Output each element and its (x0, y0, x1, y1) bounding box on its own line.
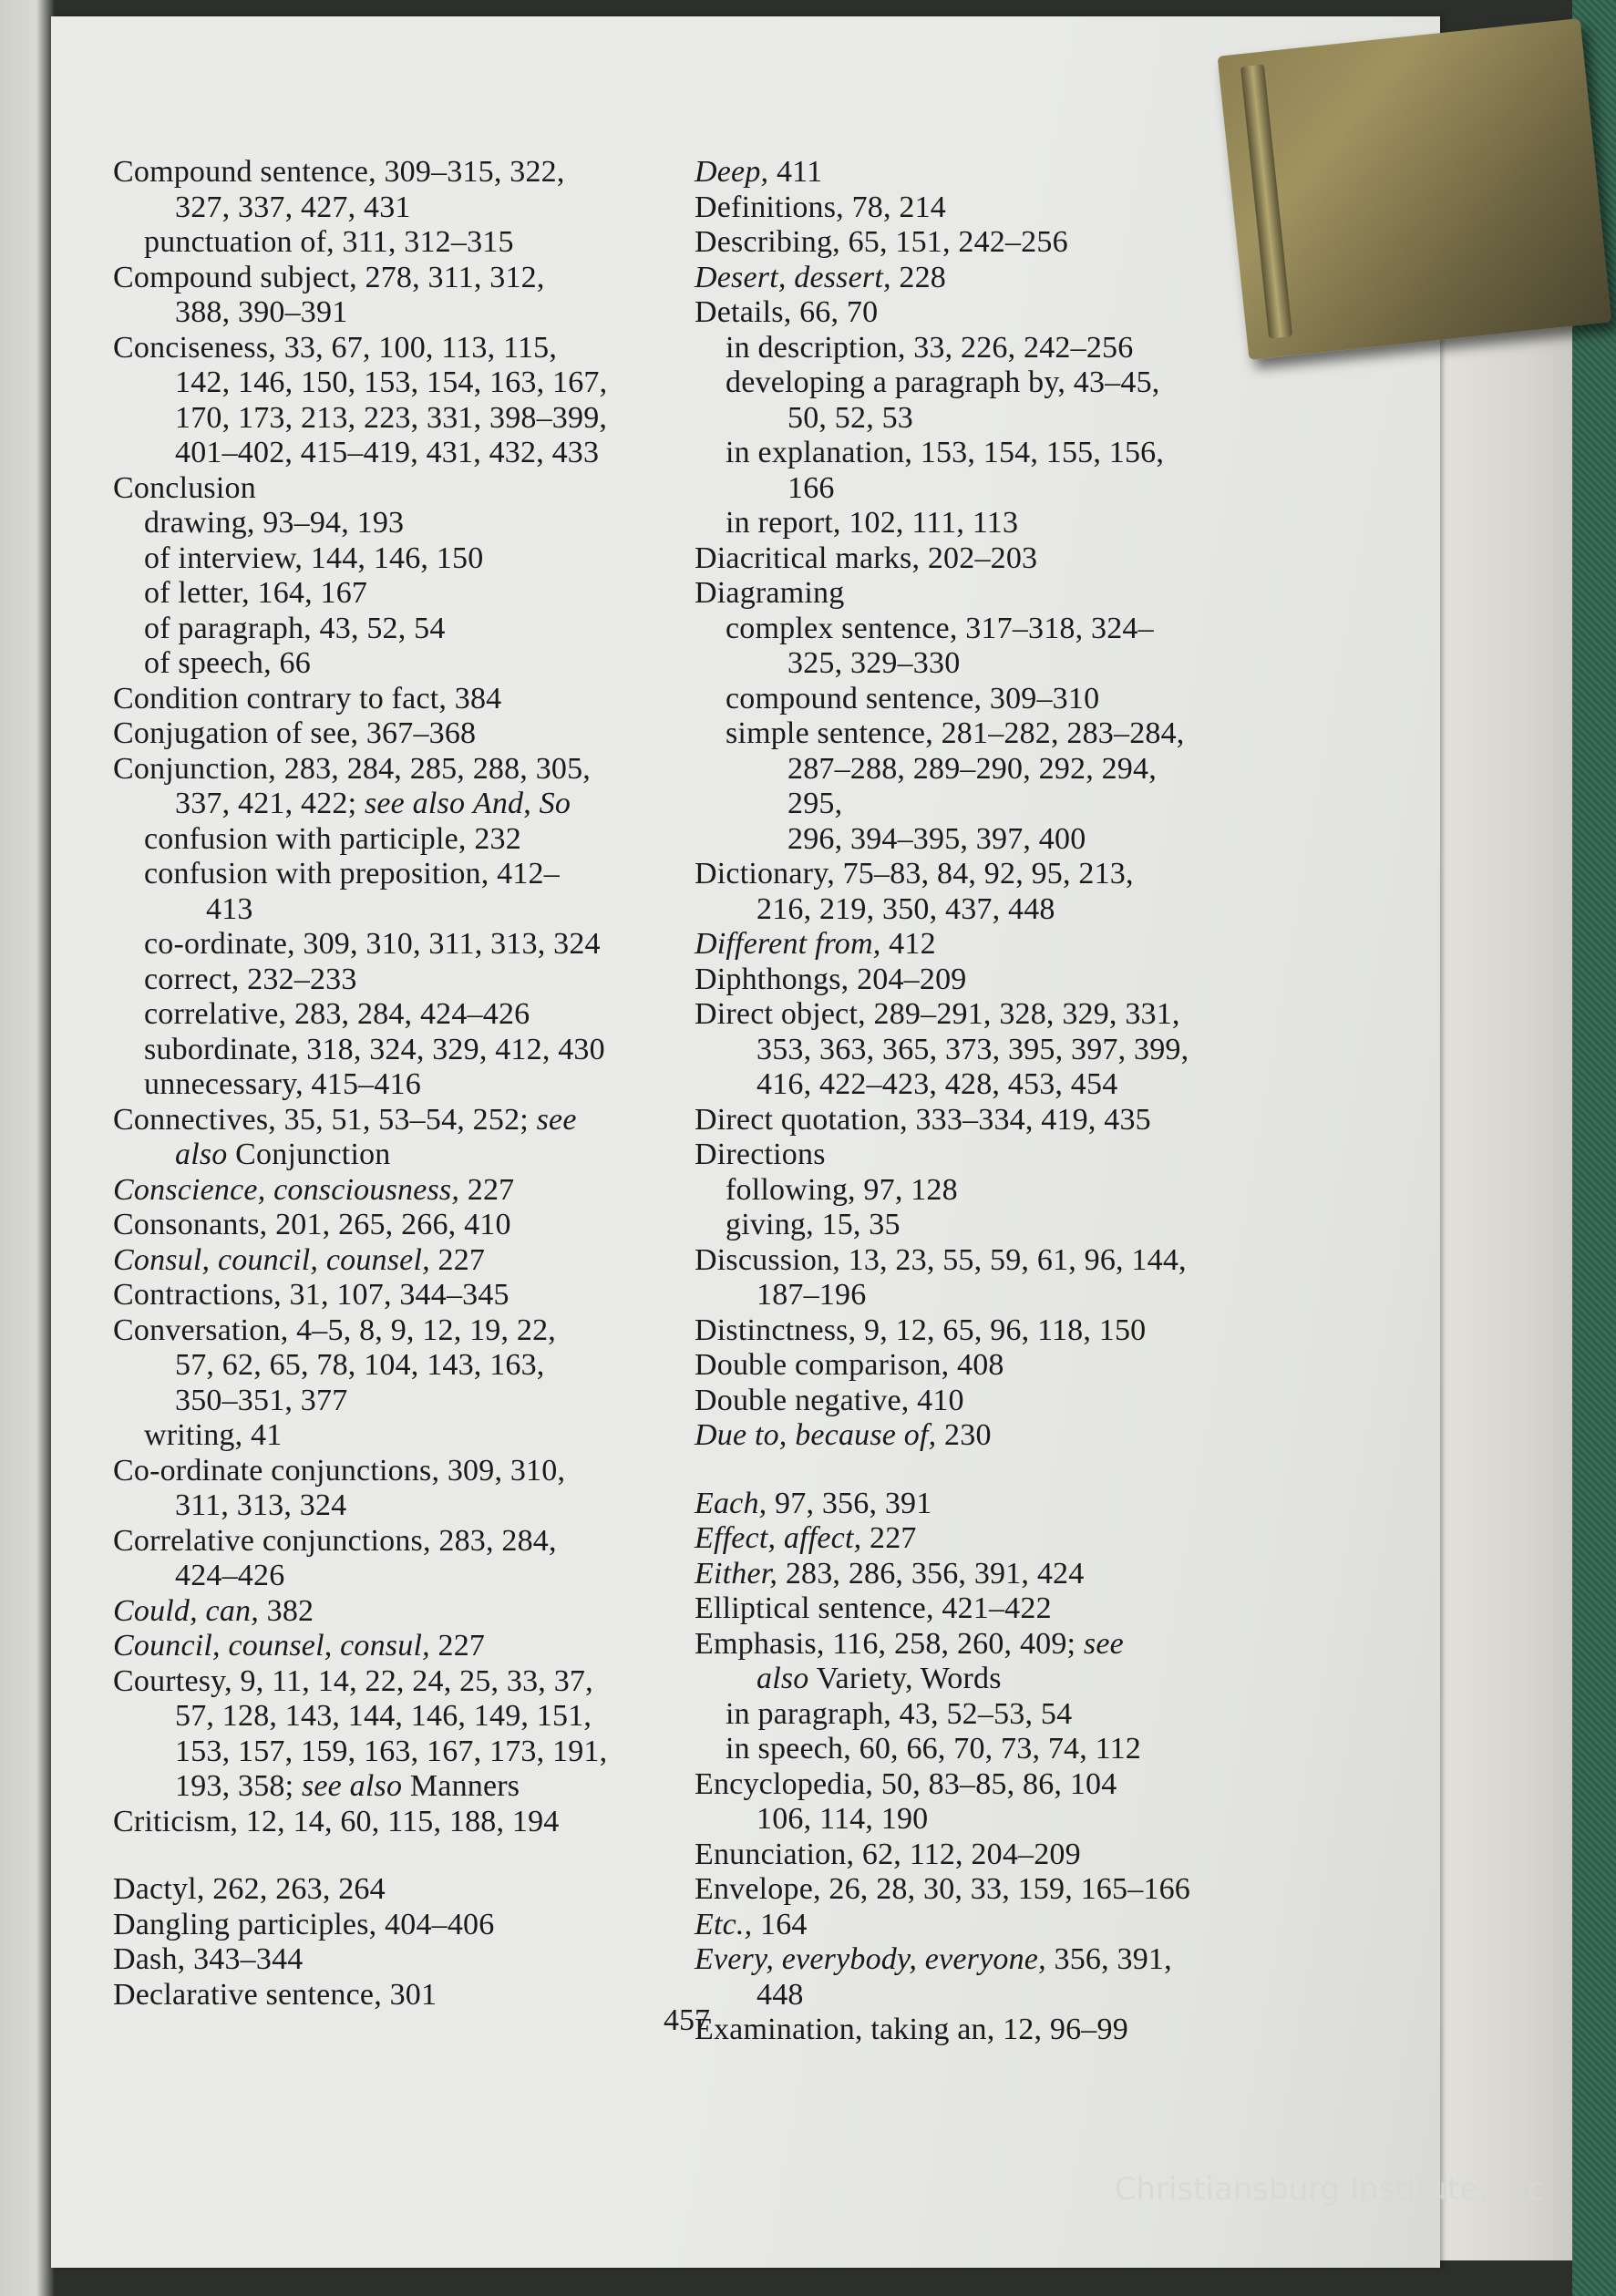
page-clip (1218, 18, 1612, 360)
entry-line: 401–402, 415–419, 431, 432, 433 (175, 436, 600, 469)
index-subentry (113, 927, 660, 963)
index-subentry (113, 1067, 660, 1103)
entry-line: 388, 390–391 (175, 295, 348, 329)
entry-line: Dash, 343–344 (113, 1942, 304, 1976)
entry-line: Due to, because of, 230 (695, 1418, 992, 1452)
entry-line: 448 (757, 1977, 804, 2012)
entry-line: unnecessary, 415–416 (144, 1067, 421, 1101)
index-subentry (695, 366, 1214, 436)
entry-line: Details, 66, 70 (695, 295, 879, 329)
watermark-text: Christiansburg Institute, Inc (1114, 2171, 1544, 2208)
index-column-left (113, 155, 660, 2013)
entry-line: confusion with participle, 232 (144, 821, 521, 856)
entry-line: confusion with preposition, 412– (144, 857, 560, 891)
entry-line: Correlative conjunctions, 283, 284, (113, 1523, 557, 1558)
entry-line: Condition contrary to fact, 384 (113, 681, 502, 716)
index-entry (113, 682, 660, 717)
entry-line: Co-ordinate conjunctions, 309, 310, (113, 1453, 566, 1488)
index-entry (695, 1243, 1214, 1313)
italic-term: see also (301, 1769, 403, 1803)
entry-line: co-ordinate, 309, 310, 311, 313, 324 (144, 927, 601, 961)
entry-line: Council, counsel, consul, 227 (113, 1629, 486, 1663)
index-entry (695, 1872, 1214, 1908)
italic-term: And (472, 787, 524, 820)
italic-term: Could, can, (113, 1593, 259, 1628)
index-entry (113, 1872, 660, 1908)
index-entry (113, 261, 660, 331)
italic-term: So (539, 787, 571, 820)
index-entry (695, 1313, 1214, 1349)
index-entry (695, 1838, 1214, 1873)
index-entry (113, 716, 660, 752)
entry-line: developing a paragraph by, 43–45, (726, 366, 1160, 399)
italic-term: also (757, 1662, 809, 1695)
index-entry (113, 155, 660, 225)
index-entry (695, 1487, 1214, 1522)
index-subentry (113, 541, 660, 577)
entry-line: following, 97, 128 (726, 1172, 958, 1207)
index-entry (113, 1805, 660, 1840)
index-entry (113, 1243, 660, 1279)
index-subentry (695, 1208, 1214, 1243)
entry-line: 325, 329–330 (787, 646, 961, 680)
entry-line: 106, 114, 190 (757, 1802, 929, 1836)
index-entry (695, 576, 1214, 612)
entry-line: 153, 157, 159, 163, 167, 173, 191, (175, 1734, 608, 1768)
entry-line: Contractions, 31, 107, 344–345 (113, 1278, 510, 1312)
italic-term: Conscience, consciousness, (113, 1172, 460, 1207)
entry-line: Directions (695, 1138, 826, 1171)
index-entry (113, 1942, 660, 1978)
entry-line: Deep, 411 (695, 155, 823, 189)
index-subentry (695, 331, 1214, 366)
entry-line: Each, 97, 356, 391 (695, 1486, 932, 1520)
italic-term: see (1083, 1626, 1124, 1661)
entry-line: of speech, 66 (144, 646, 311, 680)
entry-line: 142, 146, 150, 153, 154, 163, 167, (175, 366, 608, 399)
entry-line: Double negative, 410 (695, 1383, 964, 1417)
entry-line: Could, can, 382 (113, 1593, 314, 1628)
entry-line: Etc., 164 (695, 1907, 808, 1941)
italic-term: see also (364, 787, 466, 820)
entry-line: writing, 41 (144, 1418, 283, 1452)
entry-line: 353, 363, 365, 373, 395, 397, 399, (757, 1032, 1189, 1066)
index-entry (113, 1208, 660, 1243)
entry-line: Consul, council, counsel, 227 (113, 1242, 486, 1277)
entry-line: also Variety, Words (757, 1662, 1002, 1695)
entry-line: in speech, 60, 66, 70, 73, 74, 112 (726, 1732, 1141, 1766)
index-entry (113, 1173, 660, 1209)
entry-line: Describing, 65, 151, 242–256 (695, 225, 1068, 259)
entry-line: Diacritical marks, 202–203 (695, 541, 1038, 575)
index-entry (695, 1942, 1214, 2013)
entry-line: Encyclopedia, 50, 83–85, 86, 104 (695, 1766, 1117, 1801)
entry-line: of letter, 164, 167 (144, 576, 368, 610)
index-entry (113, 1908, 660, 1943)
index-entry (113, 1278, 660, 1313)
index-subentry (113, 506, 660, 541)
index-entry (113, 752, 660, 822)
italic-term: Every, everybody, everyone, (695, 1942, 1046, 1976)
italic-term: Each, (695, 1486, 767, 1520)
italic-term: Due to, because of, (695, 1418, 937, 1452)
entry-line: Desert, dessert, 228 (695, 260, 946, 294)
index-entry (695, 1767, 1214, 1838)
index-entry (695, 1418, 1214, 1454)
index-entry (113, 1454, 660, 1524)
entry-line: simple sentence, 281–282, 283–284, (726, 716, 1185, 750)
index-entry (695, 1591, 1214, 1627)
entry-line: of paragraph, 43, 52, 54 (144, 611, 446, 645)
entry-line: Double comparison, 408 (695, 1348, 1004, 1382)
index-subentry (695, 682, 1214, 717)
entry-line: Effect, affect, 227 (695, 1521, 917, 1555)
index-subentry (695, 1173, 1214, 1209)
entry-line: 57, 128, 143, 144, 146, 149, 151, (175, 1699, 592, 1733)
page-number: 457 (664, 2003, 710, 2037)
entry-line: Envelope, 26, 28, 30, 33, 159, 165–166 (695, 1872, 1190, 1906)
italic-term: Desert, dessert, (695, 260, 891, 294)
entry-line: Different from, 412 (695, 927, 936, 961)
entry-line: 416, 422–423, 428, 453, 454 (757, 1067, 1118, 1101)
entry-line: 350–351, 377 (175, 1383, 348, 1417)
entry-line: drawing, 93–94, 193 (144, 506, 405, 540)
italic-term: Consul, council, counsel, (113, 1242, 430, 1277)
index-entry (113, 1629, 660, 1664)
entry-line: giving, 15, 35 (726, 1208, 901, 1241)
index-subentry (113, 822, 660, 858)
index-entry (695, 295, 1214, 331)
entry-line: of interview, 144, 146, 150 (144, 541, 484, 575)
italic-term: Effect, affect, (695, 1521, 862, 1555)
entry-line: Dactyl, 262, 263, 264 (113, 1872, 386, 1906)
index-subentry (113, 857, 660, 927)
entry-line: Direct quotation, 333–334, 419, 435 (695, 1102, 1151, 1137)
italic-term: Deep, (695, 155, 769, 189)
entry-line: Definitions, 78, 214 (695, 190, 946, 224)
entry-line: 311, 313, 324 (175, 1488, 347, 1522)
index-entry (113, 1103, 660, 1173)
index-entry (695, 1384, 1214, 1419)
entry-line: in description, 33, 226, 242–256 (726, 330, 1134, 365)
entry-line: 327, 337, 427, 431 (175, 190, 411, 224)
entry-line: 216, 219, 350, 437, 448 (757, 891, 1055, 926)
index-entry (695, 997, 1214, 1103)
index-subentry (695, 1697, 1214, 1733)
entry-line: compound sentence, 309–310 (726, 681, 1100, 716)
index-subentry (695, 612, 1214, 682)
entry-line: 287–288, 289–290, 292, 294, 295, (787, 751, 1157, 820)
entry-line: Emphasis, 116, 258, 260, 409; see (695, 1626, 1124, 1661)
index-subentry (113, 612, 660, 647)
entry-line: subordinate, 318, 324, 329, 412, 430 (144, 1032, 605, 1066)
italic-term: Etc., (695, 1907, 753, 1941)
italic-term: Council, counsel, consul, (113, 1629, 430, 1663)
index-entry (695, 963, 1214, 998)
index-subentry (113, 1033, 660, 1068)
entry-line: Every, everybody, everyone, 356, 391, (695, 1942, 1172, 1976)
entry-line: Examination, taking an, 12, 96–99 (695, 2013, 1128, 2046)
index-column-right (695, 155, 1214, 2048)
entry-line: 50, 52, 53 (787, 400, 913, 435)
entry-line: in explanation, 153, 154, 155, 156, (726, 436, 1165, 469)
entry-line: correlative, 283, 284, 424–426 (144, 997, 530, 1031)
entry-line: complex sentence, 317–318, 324– (726, 611, 1154, 645)
entry-line: Connectives, 35, 51, 53–54, 252; see (113, 1102, 577, 1137)
index-entry (113, 1594, 660, 1630)
index-entry (695, 1627, 1214, 1697)
entry-line: 166 (787, 470, 835, 505)
index-entry (695, 1103, 1214, 1138)
entry-line: Courtesy, 9, 11, 14, 22, 24, 25, 33, 37, (113, 1663, 593, 1698)
entry-line: punctuation of, 311, 312–315 (144, 225, 514, 259)
entry-line: Diagraming (695, 576, 845, 610)
index-entry (695, 190, 1214, 226)
index-subentry (113, 1418, 660, 1454)
index-entry (695, 541, 1214, 577)
index-entry (695, 1908, 1214, 1943)
entry-line: 296, 394–395, 397, 400 (787, 821, 1086, 856)
index-entry (113, 331, 660, 471)
entry-line: Dangling participles, 404–406 (113, 1907, 495, 1941)
entry-line: 193, 358; see also Manners (175, 1769, 520, 1803)
entry-line: Conclusion (113, 470, 256, 505)
index-subentry (113, 646, 660, 682)
letter-section-gap (695, 1454, 1214, 1487)
entry-line: 170, 173, 213, 223, 331, 398–399, (175, 400, 608, 435)
entry-line: Conjunction, 283, 284, 285, 288, 305, (113, 751, 592, 786)
index-subentry (113, 576, 660, 612)
index-subentry (695, 506, 1214, 541)
entry-line: correct, 232–233 (144, 962, 357, 996)
entry-line: 413 (206, 891, 253, 926)
entry-line: in report, 102, 111, 113 (726, 506, 1019, 540)
entry-line: also Conjunction (175, 1138, 391, 1171)
entry-line: Consonants, 201, 265, 266, 410 (113, 1208, 511, 1241)
index-entry (113, 1313, 660, 1419)
entry-line: Diphthongs, 204–209 (695, 962, 967, 996)
index-entry (113, 1524, 660, 1594)
entry-line: Enunciation, 62, 112, 204–209 (695, 1837, 1081, 1871)
index-entry (695, 1557, 1214, 1592)
entry-line: 424–426 (175, 1559, 285, 1592)
book-page-edges (1422, 36, 1586, 2260)
entry-line: Direct object, 289–291, 328, 329, 331, (695, 997, 1180, 1031)
italic-term: Either, (695, 1556, 778, 1591)
entry-line: Conscience, consciousness, 227 (113, 1172, 515, 1207)
index-subentry (695, 1732, 1214, 1767)
entry-line: Compound sentence, 309–315, 322, (113, 155, 565, 189)
entry-line: Compound subject, 278, 311, 312, (113, 260, 545, 294)
index-entry (695, 1138, 1214, 1173)
index-entry (695, 155, 1214, 190)
index-entry (695, 261, 1214, 296)
index-subentry (695, 436, 1214, 506)
entry-line: Either, 283, 286, 356, 391, 424 (695, 1556, 1085, 1591)
index-entry (113, 1664, 660, 1805)
entry-line: Elliptical sentence, 421–422 (695, 1591, 1052, 1625)
entry-line: Conciseness, 33, 67, 100, 113, 115, (113, 330, 558, 365)
entry-line: Criticism, 12, 14, 60, 115, 188, 194 (113, 1804, 560, 1838)
index-subentry (695, 716, 1214, 857)
entry-line: Conjugation of see, 367–368 (113, 716, 477, 750)
index-entry (695, 1521, 1214, 1557)
entry-line: 57, 62, 65, 78, 104, 143, 163, (175, 1348, 545, 1382)
entry-line: 187–196 (757, 1278, 867, 1312)
index-entry (695, 1348, 1214, 1384)
entry-line: Dictionary, 75–83, 84, 92, 95, 213, (695, 857, 1134, 891)
index-entry (113, 471, 660, 507)
entry-line: Declarative sentence, 301 (113, 1977, 437, 2012)
italic-term: Different from, (695, 927, 881, 961)
index-subentry (113, 997, 660, 1033)
entry-line: 337, 421, 422; see also And, So (175, 787, 571, 820)
index-entry (695, 857, 1214, 927)
book-cover-cloth (1572, 0, 1616, 2296)
index-subentry (113, 225, 660, 261)
italic-term: see (536, 1102, 577, 1137)
index-entry (695, 225, 1214, 261)
letter-section-gap (113, 1839, 660, 1872)
index-entry (695, 2013, 1214, 2048)
index-entry (113, 1978, 660, 2013)
italic-term: also (175, 1138, 228, 1171)
index-entry (695, 927, 1214, 963)
entry-line: Conversation, 4–5, 8, 9, 12, 19, 22, (113, 1313, 557, 1347)
entry-line: Distinctness, 9, 12, 65, 96, 118, 150 (695, 1313, 1147, 1347)
entry-line: Discussion, 13, 23, 55, 59, 61, 96, 144, (695, 1242, 1187, 1277)
entry-line: in paragraph, 43, 52–53, 54 (726, 1696, 1073, 1731)
index-subentry (113, 963, 660, 998)
